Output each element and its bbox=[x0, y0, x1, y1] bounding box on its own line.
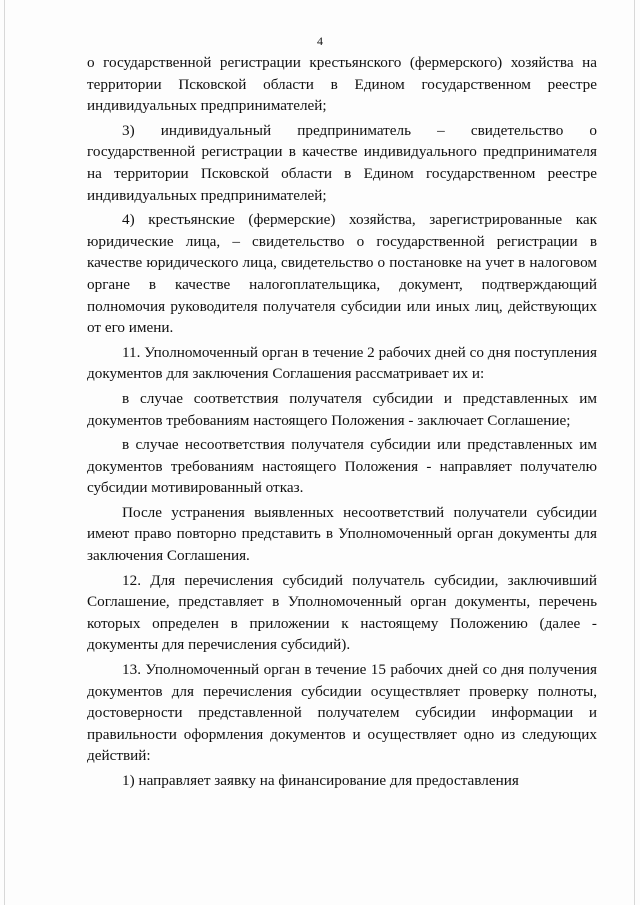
paragraph: о государственной регистрации крестьянского (фермерского) хозяйства на территории Псковской области в Едином государственном реестре индивидуальных предпринимателей; bbox=[87, 54, 597, 115]
paragraph: в случае соответствия получателя субсидии и представленных им документов требованиям настоящего Положения - заключает Соглашение; bbox=[87, 389, 597, 429]
paragraph: 3) индивидуальный предприниматель – свидетельство о государственной регистрации в качестве индивидуального предпринимателя на территории Псковской области в Едином государственном реестре индивидуальных предпринимателей; bbox=[87, 121, 597, 204]
paragraph: 11. Уполномоченный орган в течение 2 рабочих дней со дня поступления документов для заключения Соглашения рассматривает их и: bbox=[87, 343, 597, 383]
paragraph: 13. Уполномоченный орган в течение 15 рабочих дней со дня получения документов для перечисления субсидии осуществляет проверку полноты, достоверности представленной получателем субсидии информации и правильности оформления документов и осуществляет одно из следующих действий: bbox=[87, 661, 597, 765]
paragraph: 1) направляет заявку на финансирование для предоставления bbox=[122, 772, 519, 789]
paragraph: в случае несоответствия получателя субсидии или представленных им документов требованиям настоящего Положения - направляет получателю субсидии мотивированный отказ. bbox=[87, 436, 597, 497]
paragraph: 4) крестьянские (фермерские) хозяйства, зарегистрированные как юридические лица, – свидетельство о государственной регистрации в качестве юридического лица, свидетельство о постановке на учет в налоговом органе в качестве налогоплательщика, документ, подтверждающий полномочия руководителя получателя субсидии или иных лиц, действующих от его имени. bbox=[87, 211, 597, 337]
page-number: 4 bbox=[317, 34, 323, 48]
paragraph: После устранения выявленных несоответствий получатели субсидии имеют право повторно представить в Уполномоченный орган документы для заключения Соглашения. bbox=[87, 503, 597, 565]
scan-left-edge bbox=[4, 0, 5, 905]
paragraph: 12. Для перечисления субсидий получатель субсидии, заключивший Соглашение, представляет в Уполномоченный орган документы, перечень которых определен в приложении к настоящему Положению (далее - документы для перечисления субсидий). bbox=[87, 571, 597, 654]
scan-right-edge bbox=[634, 0, 635, 905]
document-body bbox=[87, 52, 597, 792]
